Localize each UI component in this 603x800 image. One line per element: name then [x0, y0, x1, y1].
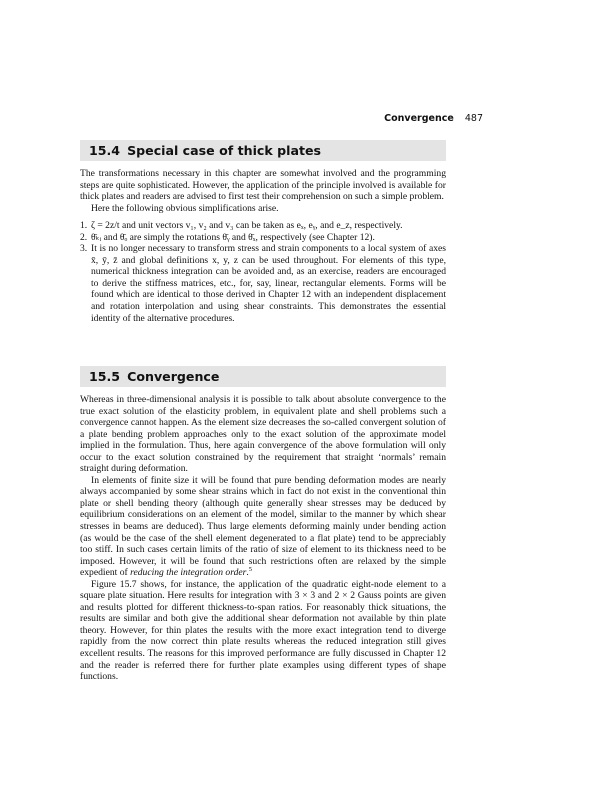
footnote-marker[interactable]: 5 [248, 566, 253, 574]
paragraph [80, 475, 446, 579]
section-title: Convergence [127, 368, 220, 384]
running-head-title: Convergence [384, 113, 454, 124]
section-number: 15.4 [89, 142, 121, 158]
section-heading [80, 366, 446, 387]
list-item-number: 1. [80, 220, 88, 232]
list-item-text: ζ = 2z/t and unit vectors v₁, v₂ and v₃ can be taken as eₓ, eᵧ, and e_z, respectively. [91, 220, 403, 232]
page-number: 487 [464, 113, 483, 124]
paragraph: Figure 15.7 shows, for instance, the application of the quadratic eight-node element to a square plate situation. Here results for integration with 3 × 3 and 2 × 2 Gauss points are given and results plotted for different thickness-to-span ratios. For reasonably thick situations, the results are similar and both give the additional shear deformation not available by thin plate theory. However, for thin plates the results with the more exact integration tend to diverge rapidly from the now correct thin plate results whereas the reduced integration still gives excellent results. The reasons for this improved performance are fully discussed in Chapter 12 and the reader is referred there for further plate examples using different types of shape functions. [80, 578, 446, 683]
section-15-5 [80, 366, 446, 683]
section-number: 15.5 [89, 368, 121, 384]
list-item [80, 243, 446, 324]
simplifications-list [80, 220, 446, 324]
list-item-number: 3. [80, 243, 88, 255]
paragraph: Here the following obvious simplifications arise. [91, 202, 279, 214]
paragraph-text: In elements of finite size it will be found that pure bending deformation modes are nearly always accompanied by some shear strains which in fact do not exist in the conventional thin plate or shell bending theory (although quite generally shear stresses may be deduced by equilibrium considerations on an element of the model, similar to the manner by which shear stresses in beams are deduced). Thus large elements deforming mainly under bending action (as would be the case of the shell element degenerated to a flat plate) tend to be appreciably too stiff. In such cases certain limits of the ratio of size of element to its thickness need to be imposed. However, it will be found that such restrictions often are relaxed by the simple expedient of [80, 474, 446, 579]
emphasis-text: reducing the integration order [130, 567, 247, 579]
list-item-number: 2. [80, 231, 88, 243]
list-item [80, 220, 446, 232]
list-item-text: It is no longer necessary to transform stress and strain components to a local system of axes x̄, ȳ, z̄ and global definitions x, y, z can be used throughout. For elements of this type, numerical thickness integration can be avoided and, as an exercise, readers are encouraged to derive the stiffness matrices, etc., for, say, linear, rectangular elements. Forms will be found which are identical to those derived in Chapter 12 with an independent displacement and rotation interpolation and using shear constraints. This demonstrates the essential identity of the alternative procedures. [91, 243, 446, 324]
list-item [80, 232, 446, 244]
section-title: Special case of thick plates [127, 142, 322, 158]
section-heading [80, 140, 446, 161]
paragraph: The transformations necessary in this chapter are somewhat involved and the programming steps are quite sophisticated. However, the application of the principle involved is available for thick plates and readers are advised to first test their comprehension on such a simple problem. [80, 168, 446, 203]
section-15-4 [80, 140, 446, 324]
paragraph: Whereas in three-dimensional analysis it is possible to talk about absolute convergence to the true exact solution of the elasticity problem, in equivalent plate and shell problems such a convergence cannot happen. As the element size decreases the so-called convergent solution of a plate bending problem approaches only to the exact solution of the approximate model implied in the formulation. Thus, here again convergence of the above formulation will only occur to the exact solution constrained by the requirement that straight ‘normals’ remain straight during deformation. [80, 394, 446, 475]
list-item-text: θ̄ₖᵢ and θ̄ₒ are simply the rotations θ̄ᵧ and θ̄ₓ, respectively (see Chapter 12). [91, 231, 375, 243]
paragraph-end: . [246, 567, 249, 579]
running-head [384, 113, 483, 124]
